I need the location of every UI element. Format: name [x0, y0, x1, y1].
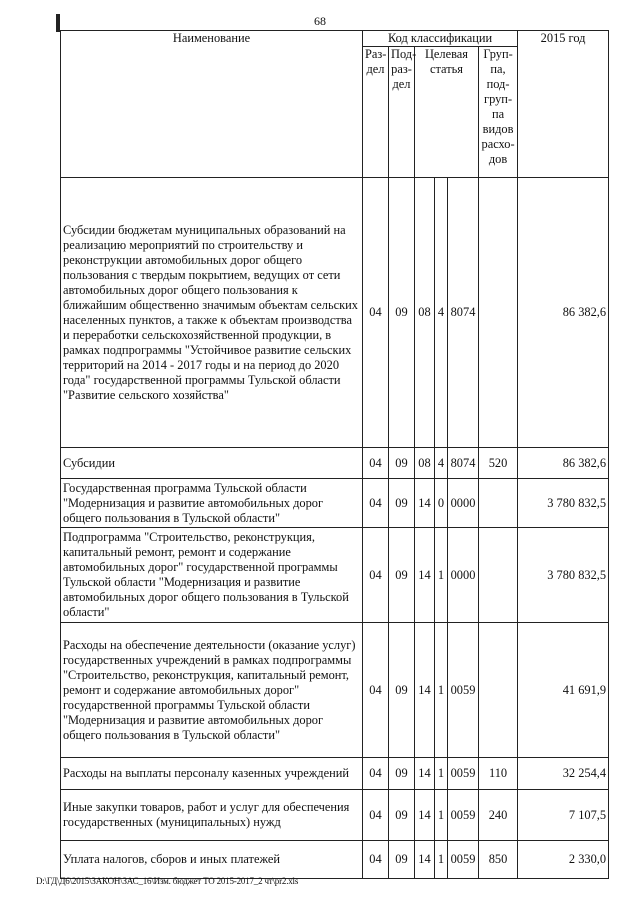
page-number: 68: [314, 14, 326, 28]
table-row: [61, 758, 609, 790]
table-row: [61, 623, 609, 758]
row-subprogram: 1: [435, 841, 448, 879]
row-subsection: 09: [389, 758, 415, 790]
table-row: [61, 790, 609, 841]
file-path-footer: D:\ГД\Д6\2015\ЗАКОН\ЗАС_16\Изм. бюджет ТО 2015-2017_2 чт\pr2.xls: [36, 876, 299, 886]
header-expense-type: Груп- па, под- груп- па видов расхо- дов: [479, 47, 518, 178]
row-code: 0059: [448, 790, 479, 841]
row-code: 0059: [448, 758, 479, 790]
row-expense-type: 520: [479, 448, 518, 479]
row-subsection: 09: [389, 790, 415, 841]
table-row: [61, 479, 609, 528]
row-name: Уплата налогов, сборов и иных платежей: [61, 841, 363, 879]
row-amount: 7 107,5: [518, 790, 609, 841]
row-program: 14: [415, 479, 435, 528]
row-code: 0059: [448, 623, 479, 758]
row-section: 04: [363, 448, 389, 479]
row-subprogram: 4: [435, 178, 448, 448]
row-subsection: 09: [389, 841, 415, 879]
row-amount: 41 691,9: [518, 623, 609, 758]
row-subsection: 09: [389, 479, 415, 528]
row-code: 0000: [448, 528, 479, 623]
row-program: 08: [415, 178, 435, 448]
row-subprogram: 0: [435, 479, 448, 528]
header-row-main: [61, 31, 609, 47]
row-expense-type: [479, 178, 518, 448]
row-section: 04: [363, 841, 389, 879]
table-row: [61, 528, 609, 623]
header-target-article: Целевая статья: [415, 47, 479, 178]
row-amount: 2 330,0: [518, 841, 609, 879]
row-code: 8074: [448, 448, 479, 479]
row-subsection: 09: [389, 528, 415, 623]
row-name: Субсидии: [61, 448, 363, 479]
row-subsection: 09: [389, 448, 415, 479]
row-subprogram: 1: [435, 623, 448, 758]
row-name: Иные закупки товаров, работ и услуг для обеспечения государственных (муниципальных) нужд: [61, 790, 363, 841]
row-subsection: 09: [389, 623, 415, 758]
row-expense-type: [479, 479, 518, 528]
row-name: Расходы на обеспечение деятельности (оказание услуг) государственных учреждений в рамках подпрограммы "Строительство, реконструкция, капитальный ремонт, ремонт и содержание автомобильных дорог" государственной программы Тульской области "Модернизация и развитие автомобильных дорог общего пользования в Тульской области": [61, 623, 363, 758]
header-name: Наименование: [61, 31, 363, 178]
row-section: 04: [363, 479, 389, 528]
row-amount: 32 254,4: [518, 758, 609, 790]
row-expense-type: 240: [479, 790, 518, 841]
row-amount: 3 780 832,5: [518, 479, 609, 528]
table-row: [61, 448, 609, 479]
row-name: Субсидии бюджетам муниципальных образований на реализацию мероприятий по строительству и реконструкции автомобильных дорог общего пользования с твердым покрытием, ведущих от сети автомобильных дорог общего пользования к ближайшим общественно значимым объектам сельских населенных пунктов, а также к объектам производства и переработки сельскохозяйственной продукции, в рамках подпрограммы "Устойчивое развитие сельских территорий на 2014 - 2017 годы и на период до 2020 года" государственной программы Тульской области "Развитие сельского хозяйства": [61, 178, 363, 448]
row-section: 04: [363, 790, 389, 841]
row-program: 14: [415, 758, 435, 790]
row-program: 14: [415, 841, 435, 879]
header-subsection: Под- раз- дел: [389, 47, 415, 178]
row-section: 04: [363, 528, 389, 623]
row-subsection: 09: [389, 178, 415, 448]
row-expense-type: 110: [479, 758, 518, 790]
row-expense-type: 850: [479, 841, 518, 879]
row-program: 14: [415, 528, 435, 623]
row-subprogram: 1: [435, 528, 448, 623]
row-expense-type: [479, 623, 518, 758]
row-expense-type: [479, 528, 518, 623]
row-subprogram: 1: [435, 790, 448, 841]
row-amount: 86 382,6: [518, 178, 609, 448]
row-program: 14: [415, 623, 435, 758]
row-subprogram: 4: [435, 448, 448, 479]
row-subprogram: 1: [435, 758, 448, 790]
row-code: 0000: [448, 479, 479, 528]
header-classification: Код классификации: [363, 31, 518, 47]
row-name: Подпрограмма "Строительство, реконструкция, капитальный ремонт, ремонт и содержание автомобильных дорог" государственной программы Тульской области "Модернизация и развитие автомобильных дорог общего пользования в Тульской области": [61, 528, 363, 623]
table-row: [61, 178, 609, 448]
header-section: Раз- дел: [363, 47, 389, 178]
budget-table: [60, 30, 609, 879]
row-name: Расходы на выплаты персоналу казенных учреждений: [61, 758, 363, 790]
row-section: 04: [363, 623, 389, 758]
row-program: 14: [415, 790, 435, 841]
row-amount: 86 382,6: [518, 448, 609, 479]
row-code: 8074: [448, 178, 479, 448]
row-code: 0059: [448, 841, 479, 879]
row-section: 04: [363, 758, 389, 790]
header-year: 2015 год: [518, 31, 609, 178]
row-amount: 3 780 832,5: [518, 528, 609, 623]
row-name: Государственная программа Тульской области "Модернизация и развитие автомобильных дорог общего пользования в Тульской области": [61, 479, 363, 528]
table-row: [61, 841, 609, 879]
row-program: 08: [415, 448, 435, 479]
row-section: 04: [363, 178, 389, 448]
